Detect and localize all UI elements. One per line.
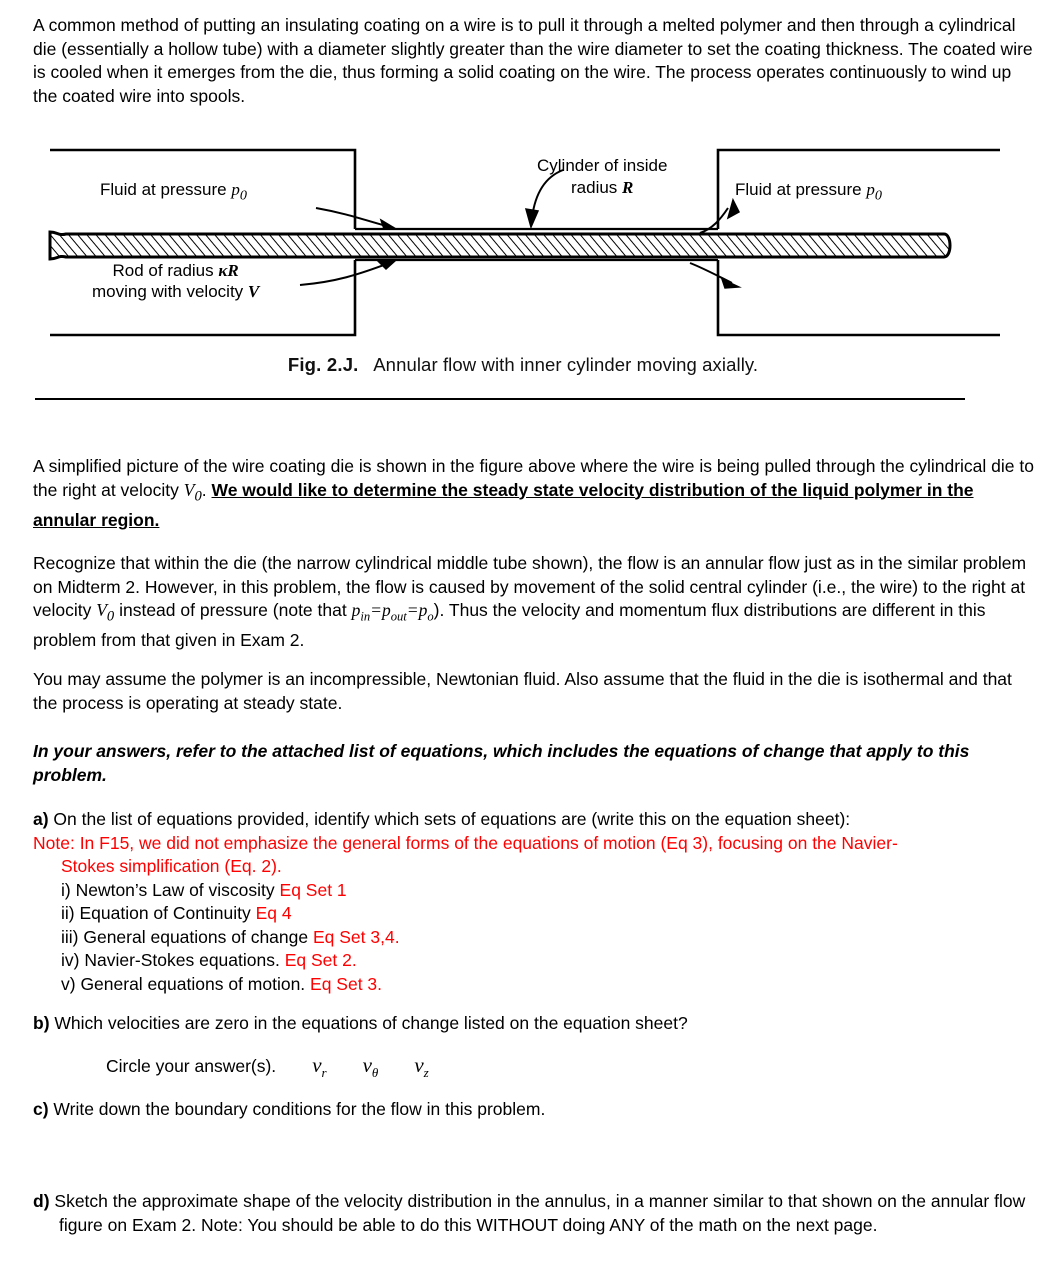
- figure-label-rod-line2-text: moving with velocity: [92, 282, 244, 301]
- intro-paragraph: A common method of putting an insulating coating on a wire is to pull it through a melted polymer and then through a cylindrical die (essentially a hollow tube) with a diameter slightly greater than the wire diameter to set the coating thickness. The coated wire is cooled when it emerges from the die, thus forming a solid coating on the wire. The process operates continuously to wind up the coated wire into spools.: [33, 15, 1033, 106]
- figure-block: [0, 132, 1046, 404]
- rod-arrow-head: [378, 260, 396, 269]
- fluid-left-arrow-head: [381, 220, 396, 229]
- question-d-text: Sketch the approximate shape of the velocity distribution in the annulus, in a manner similar to that shown on the annular flow figure on Exam 2. Note: You should be able to do this WITHOUT doing ANY of the math on the next page.: [49, 1191, 1026, 1235]
- question-b-answer-choices: [33, 1054, 1038, 1085]
- question-a-instructor-note: [33, 832, 1038, 879]
- question-a-item-label: iv) Navier-Stokes equations.: [61, 950, 285, 970]
- figure-label-rod-line1: [92, 260, 259, 281]
- paragraph-refer-to-equations: In your answers, refer to the attached list of equations, which includes the equations of change that apply to this problem.: [33, 741, 970, 785]
- list-item: [61, 879, 1038, 903]
- question-a-item-label: v) General equations of motion.: [61, 973, 311, 994]
- list-item: [61, 926, 1038, 950]
- question-d: [33, 1190, 1043, 1237]
- question-b-marker: b): [33, 1013, 50, 1033]
- question-a-item-answer: Eq Set 1: [279, 879, 347, 900]
- velocity-vtheta-option[interactable]: $v_\theta$: [362, 1052, 379, 1080]
- question-a-item-answer: Eq Set 3.: [310, 973, 383, 994]
- figure-caption-text: Annular flow with inner cylinder moving axially.: [373, 354, 759, 375]
- pressure-equality-expression: $p_{in}=p_{out}=p_o$: [351, 600, 434, 624]
- question-a-item-label: iii) General equations of change: [61, 926, 313, 947]
- figure-label-rod-line2: [92, 281, 259, 302]
- rod-arrow-line: [300, 262, 392, 285]
- wire-coating-die-diagram: [0, 132, 1046, 347]
- recognize-velocity-symbol: $V_0$: [96, 600, 115, 625]
- fluid-exit-arrow-head: [722, 279, 739, 288]
- velocity-vr-option[interactable]: $v_r$: [312, 1052, 327, 1080]
- question-a-note-line1: Note: In F15, we did not emphasize the general forms of the equations of motion (Eq 3), focusing on the Navier-: [33, 832, 898, 853]
- velocity-v0-symbol: $V_0$: [183, 479, 202, 504]
- figure-label-rod-velocity-symbol: V: [247, 282, 260, 301]
- figure-label-fluid-left-text: Fluid at pressure: [100, 180, 227, 199]
- figure-label-rod: [92, 260, 259, 302]
- velocity-vz-option[interactable]: $v_z$: [414, 1052, 429, 1080]
- figure-label-fluid-right: [735, 179, 882, 206]
- figure-label-fluid-left-symbol: $p_0$: [231, 180, 247, 204]
- question-a-item-label: ii) Equation of Continuity: [61, 903, 256, 923]
- lower-right-wall: [718, 260, 1000, 335]
- question-d-marker: d): [33, 1191, 50, 1211]
- figure-label-cylinder-line1: Cylinder of inside: [537, 156, 668, 175]
- list-item: [61, 949, 1038, 973]
- recognize-text-3: ). Thus the velocity and momentum flux distributions are different in this problem from that given in Exam 2.: [33, 600, 986, 650]
- cylinder-arrow-head: [526, 209, 538, 227]
- paragraph-simplified-picture: [33, 455, 1038, 532]
- question-a-item-list: [33, 879, 1038, 997]
- rod-hatched-body: [50, 232, 950, 259]
- simplified-text-pre: A simplified picture of the wire coating die is shown in the figure above where the wire is being pulled through the cylindrical die to the right at velocity: [33, 456, 1034, 500]
- question-a-text: On the list of equations provided, identify which sets of equations are (write this on the equation sheet):: [48, 809, 851, 829]
- figure-label-fluid-left: [100, 179, 247, 206]
- question-a-note-line2: Stokes simplification (Eq. 2).: [61, 856, 282, 876]
- figure-caption-number: Fig. 2.J.: [287, 354, 359, 375]
- question-a-item-answer: Eq Set 2.: [284, 950, 357, 970]
- question-d-body: [33, 1190, 1043, 1237]
- question-a-prompt: [33, 808, 1038, 832]
- question-b-text: Which velocities are zero in the equations of change listed on the equation sheet?: [49, 1013, 688, 1033]
- figure-label-cylinder-radius-symbol: R: [622, 178, 634, 197]
- simplified-text-post: .: [201, 479, 212, 500]
- recognize-text-1: Recognize that within the die (the narrow cylindrical middle tube shown), the flow is an annular flow just as in the similar problem on Midterm 2. However, in this problem, the flow is caused by movement of the solid central cylinder (i.e., the wire) to the right at velocity: [33, 553, 1027, 620]
- figure-label-rod-radius-symbol: κR: [218, 261, 239, 280]
- list-item: [61, 902, 1038, 926]
- question-c-prompt: [33, 1098, 1038, 1122]
- figure-label-cylinder-line2: [537, 177, 667, 199]
- question-c-text: Write down the boundary conditions for the flow in this problem.: [48, 1099, 546, 1119]
- question-d-prompt: [33, 1190, 1043, 1237]
- question-b: [33, 1012, 1038, 1084]
- figure-label-cylinder-line2-text: radius: [571, 178, 618, 197]
- question-a-item-answer: Eq Set 3,4.: [312, 926, 400, 947]
- question-c: [33, 1098, 1038, 1122]
- figure-label-fluid-right-symbol: $p_0$: [866, 180, 882, 204]
- circle-answer-instruction: Circle your answer(s).: [106, 1055, 277, 1076]
- list-item: [61, 973, 1038, 997]
- figure-caption: [0, 354, 1046, 376]
- paragraph-assumptions: You may assume the polymer is an incompressible, Newtonian fluid. Also assume that the fluid in the die is isothermal and that the process is operating at steady state.: [33, 669, 1012, 713]
- question-c-marker: c): [33, 1099, 49, 1119]
- recognize-text-2: instead of pressure (note that: [114, 600, 352, 620]
- question-a-marker: a): [33, 809, 49, 829]
- figure-bottom-rule: [35, 398, 965, 400]
- question-a-item-answer: Eq 4: [255, 903, 292, 923]
- simplified-bold-statement: We would like to determine the steady state velocity distribution of the liquid polymer in the annular region.: [33, 479, 974, 530]
- figure-label-rod-line1-text: Rod of radius: [112, 261, 214, 280]
- paragraph-recognize-annular-flow: [33, 552, 1038, 653]
- question-a: [33, 808, 1038, 996]
- question-a-item-label: i) Newton’s Law of viscosity: [61, 879, 280, 900]
- figure-label-cylinder: [537, 155, 667, 199]
- figure-label-fluid-right-text: Fluid at pressure: [735, 180, 862, 199]
- question-b-prompt: [33, 1012, 1038, 1036]
